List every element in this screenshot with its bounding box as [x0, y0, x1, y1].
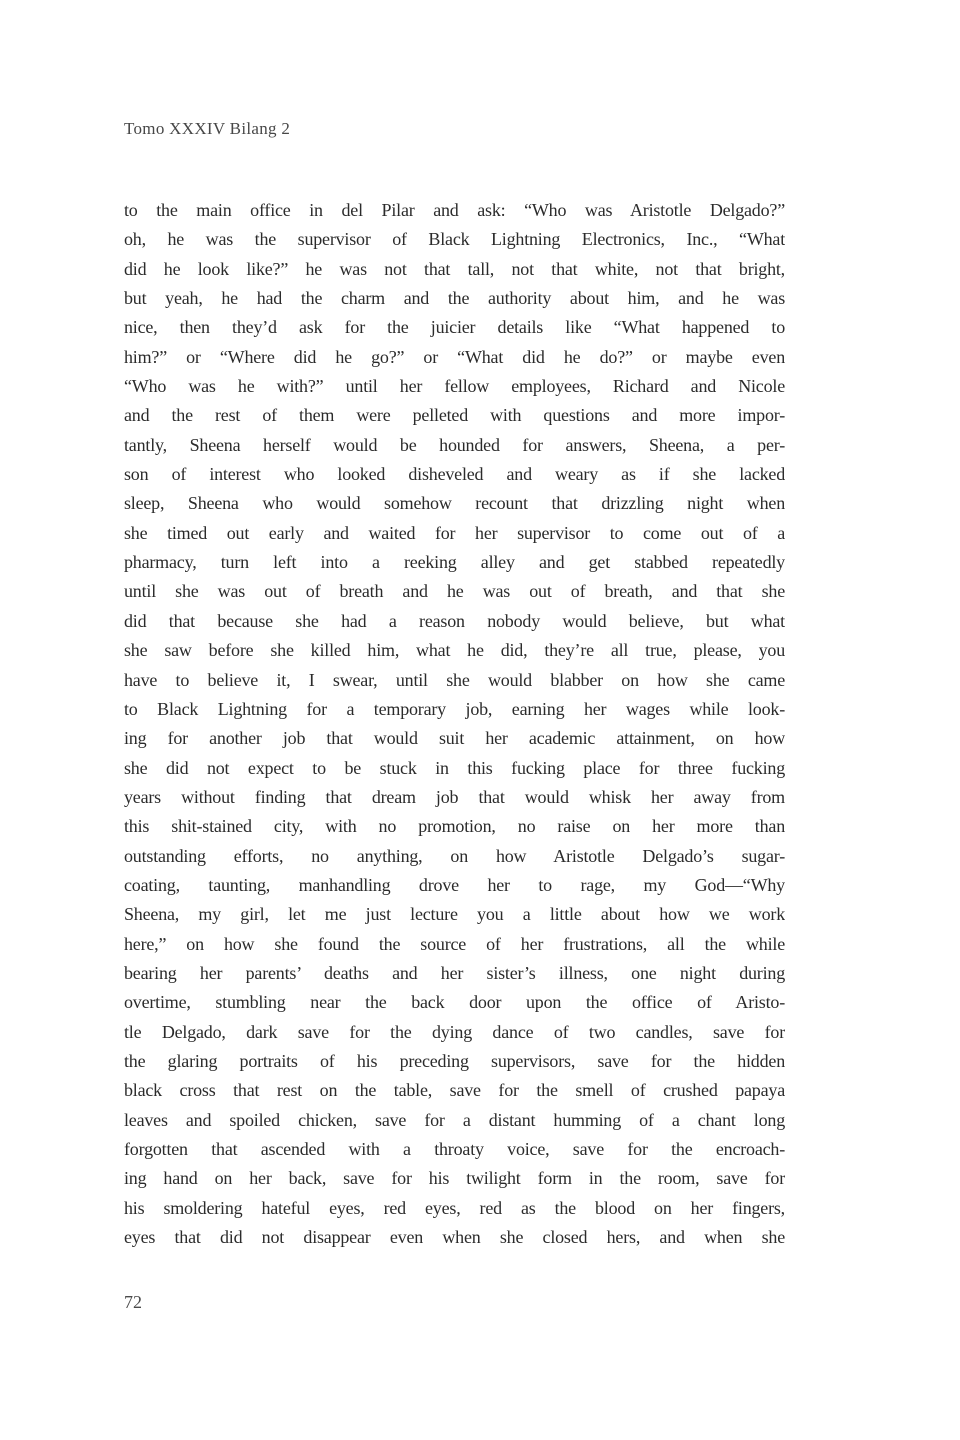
text-line: she did not expect to be stuck in this fucking place for three fucking	[124, 757, 785, 778]
text-line: but yeah, he had the charm and the authority about him, and he was	[124, 288, 785, 309]
page-number: 72	[124, 1292, 142, 1312]
text-line: ing hand on her back, save for his twilight form in the room, save for	[124, 1168, 785, 1189]
text-line: did that because she had a reason nobody would believe, but what	[124, 610, 785, 631]
text-line: son of interest who looked disheveled and weary as if she lacked	[124, 464, 785, 485]
text-line: eyes that did not disappear even when she closed hers, and when she	[124, 1227, 785, 1248]
text-line: him?” or “Where did he go?” or “What did he do?” or maybe even	[124, 346, 785, 367]
text-line: and the rest of them were pelleted with questions and more impor-	[124, 405, 785, 426]
text-line: “Who was he with?” until her fellow employees, Richard and Nicole	[124, 376, 785, 397]
text-line: his smoldering hateful eyes, red eyes, red as the blood on her fingers,	[124, 1197, 785, 1218]
text-line: until she was out of breath and he was out of breath, and that she	[124, 581, 785, 602]
text-line: Sheena, my girl, let me just lecture you a little about how we work	[124, 904, 785, 925]
text-line: forgotten that ascended with a throaty voice, save for the encroach-	[124, 1139, 785, 1159]
text-line: here,” on how she found the source of her frustrations, all the while	[124, 933, 785, 954]
text-line: outstanding efforts, no anything, on how Aristotle Delgado’s sugar-	[124, 845, 785, 866]
text-line: to Black Lightning for a temporary job, earning her wages while look-	[124, 698, 785, 719]
text-line: oh, he was the supervisor of Black Lightning Electronics, Inc., “What	[124, 229, 785, 250]
text-line: years without finding that dream job that would whisk her away from	[124, 786, 785, 807]
text-line: she saw before she killed him, what he did, they’re all true, please, you	[124, 640, 785, 661]
text-line: tantly, Sheena herself would be hounded for answers, Sheena, a per-	[124, 434, 785, 455]
text-line: bearing her parents’ deaths and her sister’s illness, one night during	[124, 962, 785, 983]
text-line: to the main office in del Pilar and ask: “Who was Aristotle Delgado?”	[124, 200, 785, 220]
running-header: Tomo XXXIV Bilang 2	[124, 119, 291, 138]
text-line: tle Delgado, dark save for the dying dance of two candles, save for	[124, 1021, 785, 1042]
text-line: pharmacy, turn left into a reeking alley and get stabbed repeatedly	[124, 552, 785, 573]
text-line: have to believe it, I swear, until she would blabber on how she came	[124, 669, 785, 690]
text-line: this shit-stained city, with no promotion, no raise on her more than	[124, 816, 785, 837]
text-line: nice, then they’d ask for the juicier details like “What happened to	[124, 317, 785, 338]
text-line: she timed out early and waited for her supervisor to come out of a	[124, 522, 785, 543]
text-line: overtime, stumbling near the back door upon the office of Aristo-	[124, 992, 785, 1013]
text-line: ing for another job that would suit her academic attainment, on how	[124, 728, 785, 749]
text-line: black cross that rest on the table, save for the smell of crushed papaya	[124, 1080, 785, 1101]
text-line: leaves and spoiled chicken, save for a distant humming of a chant long	[124, 1109, 785, 1130]
body-text	[124, 196, 785, 1252]
text-line: sleep, Sheena who would somehow recount that drizzling night when	[124, 493, 785, 514]
text-line: the glaring portraits of his preceding supervisors, save for the hidden	[124, 1050, 785, 1071]
text-line: coating, taunting, manhandling drove her to rage, my God—“Why	[124, 874, 785, 895]
text-line: did he look like?” he was not that tall, not that white, not that bright,	[124, 258, 785, 279]
